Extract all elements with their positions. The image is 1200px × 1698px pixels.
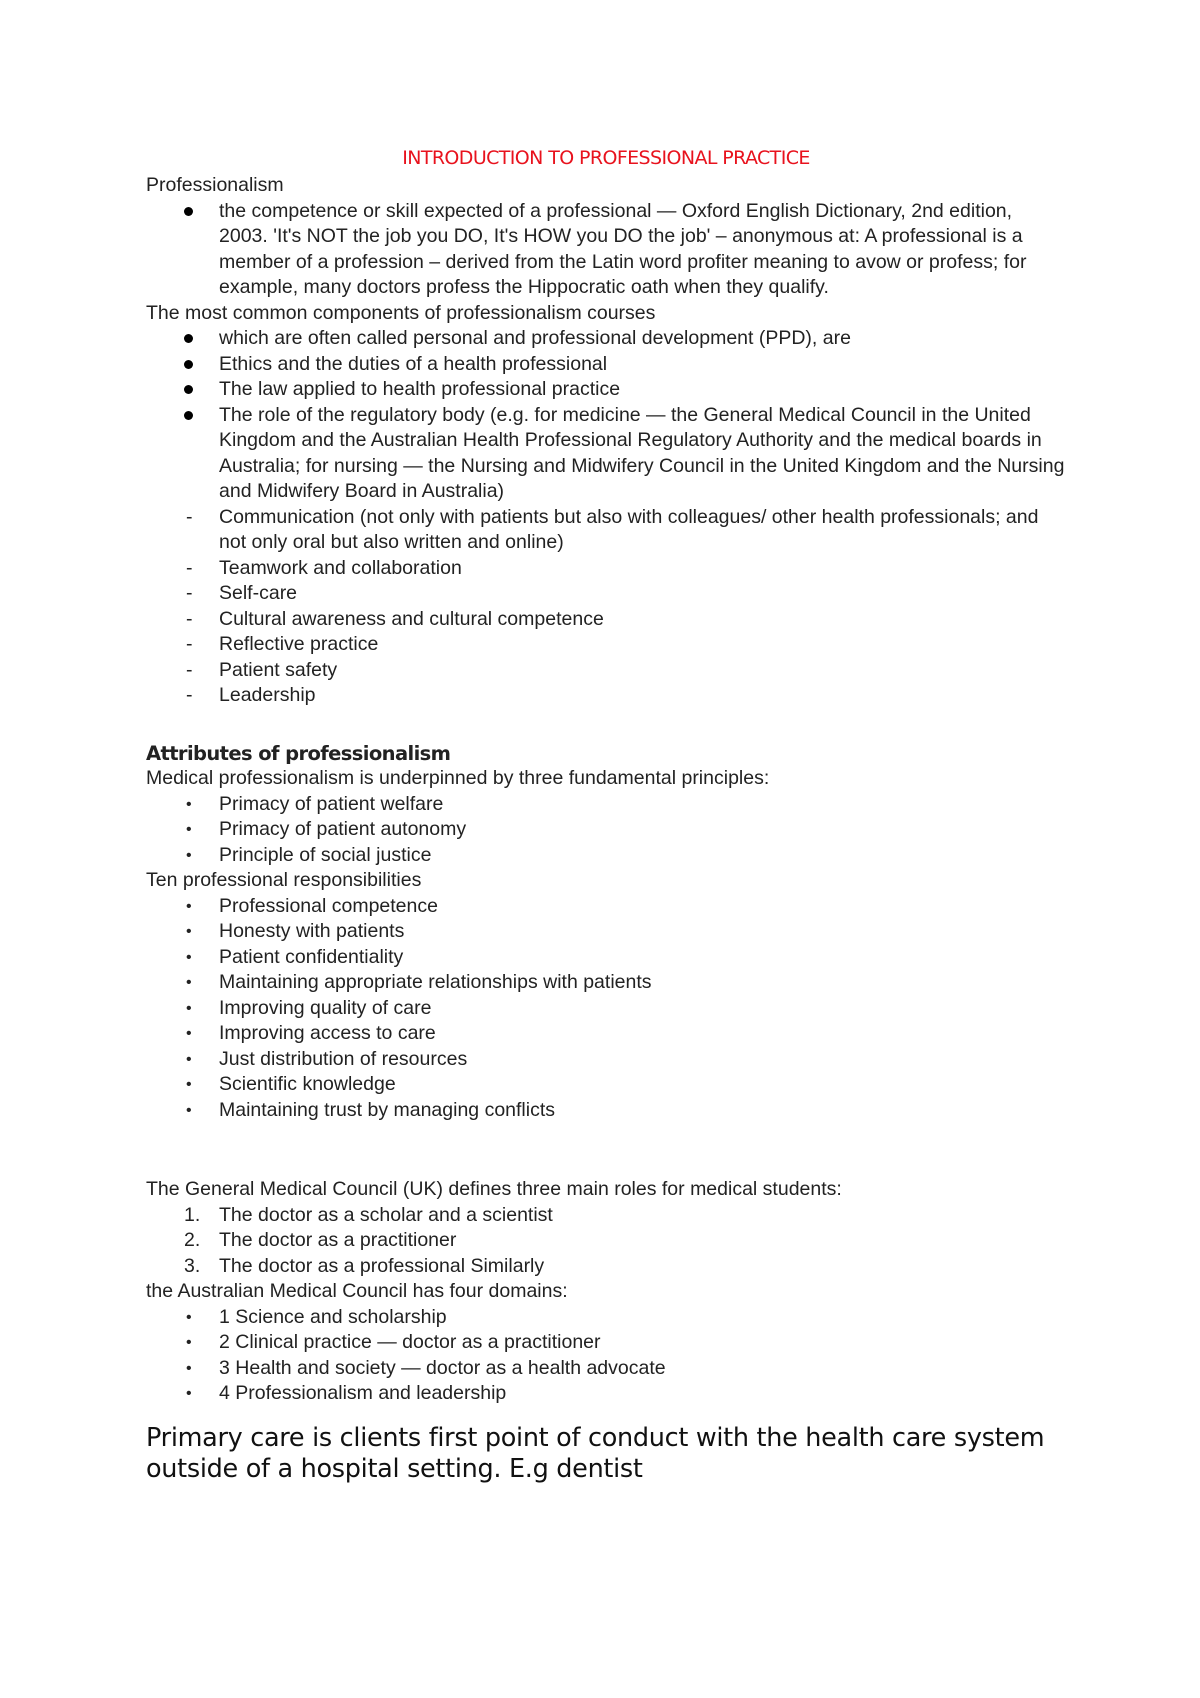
list-item: • Scientific knowledge bbox=[146, 1072, 1066, 1098]
gmc-intro: The General Medical Council (UK) defines three main roles for medical students: bbox=[146, 1178, 842, 1200]
list-item: The law applied to health professional practice bbox=[219, 378, 621, 400]
bullet-icon: • bbox=[186, 1076, 192, 1093]
bullet-icon: • bbox=[186, 974, 192, 991]
list-item: • 1 Science and scholarship bbox=[146, 1305, 1066, 1331]
dash-marker: - bbox=[186, 658, 193, 681]
bullet-icon: • bbox=[186, 1308, 192, 1326]
bullet-icon: • bbox=[186, 948, 192, 966]
list-item: • Maintaining trust by managing conflicts bbox=[146, 1098, 1066, 1124]
responsibilities-heading: Ten professional responsibilities bbox=[146, 869, 422, 891]
roles-list bbox=[146, 1203, 1066, 1280]
list-item: • 3 Health and society — doctor as a health advocate bbox=[146, 1356, 1066, 1382]
list-item: - Cultural awareness and cultural competence bbox=[146, 607, 1066, 633]
bullet-icon: • bbox=[186, 923, 192, 940]
list-item: • Principle of social justice bbox=[146, 843, 1066, 869]
list-item: • Honesty with patients bbox=[146, 919, 1066, 945]
responsibilities-list bbox=[146, 894, 1066, 1124]
list-item: • Maintaining appropriate relationships with patients bbox=[146, 970, 1066, 996]
list-item: 2. The doctor as a practitioner bbox=[146, 1228, 1066, 1254]
list-item: • Improving quality of care bbox=[146, 996, 1066, 1022]
bullet-icon: • bbox=[186, 1050, 192, 1068]
attributes-heading: Attributes of professionalism bbox=[146, 741, 451, 765]
bullet-icon: • bbox=[186, 846, 192, 864]
domains-list bbox=[146, 1305, 1066, 1407]
list-item: - Teamwork and collaboration bbox=[146, 556, 1066, 582]
list-number: 2. bbox=[184, 1229, 201, 1251]
list-item: - Reflective practice bbox=[146, 632, 1066, 658]
dash-marker: - bbox=[186, 684, 193, 706]
list-item: - Patient safety bbox=[146, 658, 1066, 684]
principles-intro: Medical professionalism is underpinned by three fundamental principles: bbox=[146, 767, 770, 789]
list-item: - Leadership bbox=[146, 683, 1066, 709]
list-item: - Communication (not only with patients but also with colleagues/ other health professionals; and not only oral but also written and online) bbox=[186, 505, 1039, 553]
professionalism-heading: Professionalism bbox=[146, 174, 284, 196]
dash-marker: - bbox=[186, 607, 193, 630]
list-item: 1. The doctor as a scholar and a scientist bbox=[146, 1203, 1066, 1229]
list-item: • Improving access to care bbox=[146, 1021, 1066, 1047]
principles-list bbox=[146, 792, 1066, 869]
list-item: Ethics and the duties of a health professional bbox=[219, 352, 608, 375]
list-number: 3. bbox=[184, 1254, 201, 1277]
bullet-icon: • bbox=[186, 1359, 192, 1377]
document-content bbox=[146, 147, 1066, 1485]
list-item: which are often called personal and professional development (PPD), are bbox=[219, 327, 851, 349]
bullet-icon: • bbox=[186, 795, 192, 813]
list-item: The role of the regulatory body (e.g. for medicine — the General Medical Council in the United Kingdom and the Australian Health Professional Regulatory Authority and the medical boards in Australia; for nursing — the Nursing and Midwifery Council in the United Kingdom and the Nursing and Midwifery Board in Australia) bbox=[219, 403, 1065, 502]
components-list bbox=[146, 326, 1066, 709]
list-item: • Patient confidentiality bbox=[146, 945, 1066, 971]
dash-marker: - bbox=[186, 505, 193, 528]
bullet-icon: • bbox=[186, 1101, 192, 1119]
amc-intro: the Australian Medical Council has four domains: bbox=[146, 1280, 568, 1302]
primary-care-statement: Primary care is clients first point of conduct with the health care system outside of a hospital setting. E.g dentist bbox=[146, 1422, 1045, 1484]
list-item: • Primacy of patient autonomy bbox=[146, 817, 1066, 843]
list-item: • Just distribution of resources bbox=[146, 1047, 1066, 1073]
list-item: • 4 Professionalism and leadership bbox=[146, 1381, 1066, 1407]
list-item: • Professional competence bbox=[146, 894, 1066, 920]
components-heading: The most common components of professionalism courses bbox=[146, 301, 656, 324]
bullet-icon: • bbox=[186, 1334, 192, 1351]
dash-marker: - bbox=[186, 582, 193, 604]
list-item: 3. The doctor as a professional Similarly bbox=[146, 1254, 1066, 1280]
list-item: the competence or skill expected of a professional — Oxford English Dictionary, 2nd edition, 2003. 'It's NOT the job you DO, It's HOW you DO the job' – anonymous at: A professional is a member of a profession – derived from the Latin word profiter meaning to avow or profess; for example, many doctors profess the Hippocratic oath when they qualify. bbox=[219, 199, 1027, 298]
professionalism-list bbox=[146, 199, 1066, 301]
spacer bbox=[146, 709, 1066, 741]
bullet-icon: • bbox=[186, 821, 192, 838]
bullet-icon: • bbox=[186, 999, 192, 1017]
list-item: - Self-care bbox=[146, 581, 1066, 607]
list-item: • Primacy of patient welfare bbox=[146, 792, 1066, 818]
dash-marker: - bbox=[186, 633, 193, 655]
document-title: INTRODUCTION TO PROFESSIONAL PRACTICE bbox=[402, 147, 810, 169]
bullet-icon: • bbox=[186, 1025, 192, 1042]
bullet-icon: • bbox=[186, 1385, 192, 1402]
list-number: 1. bbox=[184, 1203, 201, 1226]
spacer bbox=[146, 1123, 1066, 1177]
bullet-icon: • bbox=[186, 897, 192, 915]
list-item: • 2 Clinical practice — doctor as a practitioner bbox=[146, 1330, 1066, 1356]
dash-marker: - bbox=[186, 556, 193, 579]
